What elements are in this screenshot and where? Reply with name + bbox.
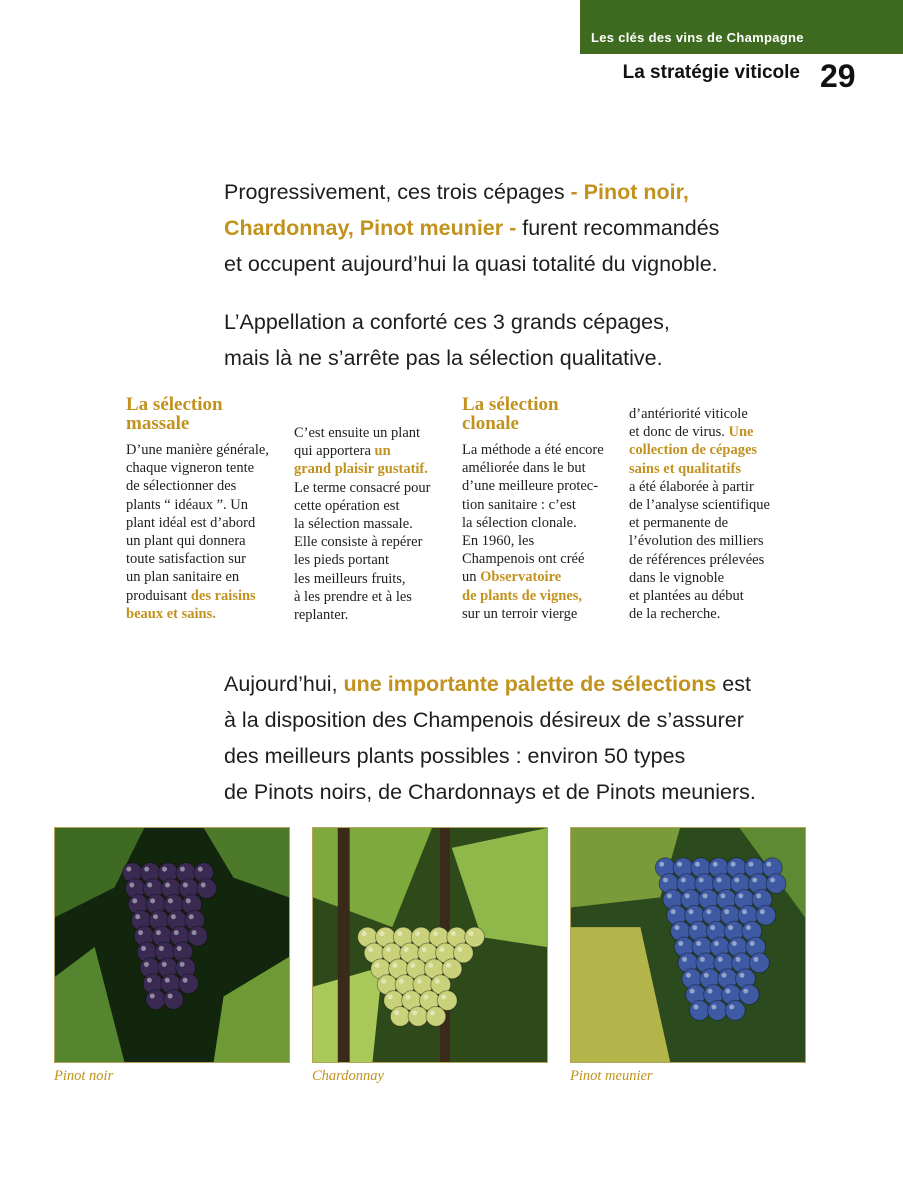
grape-highlight bbox=[692, 925, 697, 930]
grape-berry bbox=[179, 974, 199, 994]
grape-highlight bbox=[746, 925, 751, 930]
section-title: La stratégie viticole bbox=[622, 62, 800, 83]
grape-berry bbox=[749, 953, 769, 973]
grape-highlight bbox=[457, 947, 462, 952]
grape-highlight bbox=[153, 914, 158, 919]
grape-highlight bbox=[144, 867, 149, 872]
grape-berry bbox=[756, 905, 776, 925]
photo-caption: Pinot noir bbox=[54, 1068, 114, 1084]
grape-highlight bbox=[186, 898, 191, 903]
body-line: de la recherche. bbox=[629, 606, 721, 623]
header-band bbox=[580, 0, 903, 54]
grape-highlight bbox=[753, 957, 758, 962]
grape-highlight bbox=[435, 979, 440, 984]
grape-berry bbox=[725, 1001, 745, 1021]
grape-highlight bbox=[736, 957, 741, 962]
body-line: d’antériorité viticole bbox=[629, 406, 748, 422]
intro-highlight: Chardonnay, Pinot meunier - bbox=[224, 216, 517, 240]
grape-highlight bbox=[717, 878, 722, 883]
grape-highlight bbox=[379, 931, 384, 936]
body-line: un plan sanitaire en bbox=[126, 569, 240, 586]
grape-highlight bbox=[729, 1004, 734, 1009]
grape-highlight bbox=[451, 931, 456, 936]
grape-highlight bbox=[681, 878, 686, 883]
grape-highlight bbox=[752, 878, 757, 883]
grape-highlight bbox=[156, 930, 161, 935]
grape-highlight bbox=[675, 925, 680, 930]
body-line: plants “ idéaux ”. Un bbox=[126, 496, 249, 513]
body-line: sur un terroir vierge bbox=[462, 605, 578, 622]
grape-highlight bbox=[728, 925, 733, 930]
closing-text: est bbox=[716, 672, 751, 696]
intro-paragraph-2 bbox=[224, 304, 844, 376]
body-line: tion sanitaire : c’est bbox=[462, 496, 576, 513]
grape-highlight bbox=[138, 930, 143, 935]
grape-highlight bbox=[690, 989, 695, 994]
grape-highlight bbox=[469, 931, 474, 936]
clonale-heading: La sélection clonale bbox=[462, 394, 559, 434]
grape-highlight bbox=[682, 957, 687, 962]
body-line: D’une manière générale, bbox=[126, 442, 269, 458]
chardonnay-photo bbox=[312, 827, 548, 1063]
grape-highlight bbox=[750, 941, 755, 946]
grape-highlight bbox=[129, 883, 134, 888]
grape-highlight bbox=[734, 878, 739, 883]
grape-highlight bbox=[663, 878, 668, 883]
body-line: La méthode a été encore bbox=[462, 442, 604, 458]
grape-highlight bbox=[192, 930, 197, 935]
grape-highlight bbox=[428, 963, 433, 968]
grape-highlight bbox=[150, 994, 155, 999]
grape-highlight bbox=[404, 947, 409, 952]
grape-highlight bbox=[766, 862, 771, 867]
closing-text: des meilleurs plants possibles : environ 50 types bbox=[224, 744, 686, 768]
grape-highlight bbox=[150, 898, 155, 903]
grape-highlight bbox=[132, 898, 137, 903]
grape-highlight bbox=[708, 989, 713, 994]
grape-highlight bbox=[368, 947, 373, 952]
intro-text: furent recommandés bbox=[516, 216, 720, 240]
closing-highlight: une importante palette de sélections bbox=[343, 672, 717, 696]
grape-highlight bbox=[694, 1004, 699, 1009]
grape-highlight bbox=[386, 947, 391, 952]
highlight-text: de plants de vignes, bbox=[462, 587, 583, 604]
grape-highlight bbox=[168, 898, 173, 903]
grape-highlight bbox=[381, 979, 386, 984]
highlight-text: collection de cépages bbox=[629, 442, 758, 459]
intro-text: mais là ne s’arrête pas la sélection qualitative. bbox=[224, 346, 663, 370]
grape-highlight bbox=[174, 930, 179, 935]
grape-highlight bbox=[760, 909, 765, 914]
grape-highlight bbox=[770, 878, 775, 883]
grape-highlight bbox=[430, 1010, 435, 1015]
body-line: toute satisfaction sur bbox=[126, 551, 247, 568]
body-line: la sélection massale. bbox=[294, 516, 413, 533]
grape-highlight bbox=[677, 862, 682, 867]
grape-highlight bbox=[446, 963, 451, 968]
grape-berry bbox=[188, 926, 208, 946]
grape-berry bbox=[390, 1006, 410, 1026]
grape-highlight bbox=[696, 941, 701, 946]
highlight-text: des raisins bbox=[190, 587, 256, 604]
body-line: la sélection clonale. bbox=[462, 514, 577, 531]
grape-highlight bbox=[141, 946, 146, 951]
grape-highlight bbox=[724, 909, 729, 914]
body-line: les pieds portant bbox=[294, 552, 390, 569]
grape-highlight bbox=[713, 862, 718, 867]
grape-berry bbox=[146, 990, 166, 1010]
grape-highlight bbox=[704, 973, 709, 978]
grape-highlight bbox=[423, 995, 428, 1000]
grape-highlight bbox=[144, 962, 149, 967]
body-line: replanter. bbox=[294, 607, 349, 624]
grape-highlight bbox=[183, 978, 188, 983]
series-title: Les clés des vins de Champagne bbox=[591, 30, 804, 45]
massale-heading: La sélection massale bbox=[126, 394, 223, 434]
grape-highlight bbox=[441, 995, 446, 1000]
grape-highlight bbox=[399, 979, 404, 984]
closing-text: Aujourd’hui, bbox=[224, 672, 344, 696]
grape-highlight bbox=[135, 914, 140, 919]
grape-highlight bbox=[743, 989, 748, 994]
grape-highlight bbox=[714, 941, 719, 946]
body-line: C’est ensuite un plant bbox=[294, 425, 421, 441]
grape-highlight bbox=[725, 989, 730, 994]
grape-berry bbox=[197, 879, 217, 899]
body-line: un Observatoire bbox=[462, 569, 562, 586]
body-line: un plant qui donnera bbox=[126, 533, 246, 550]
grape-highlight bbox=[440, 947, 445, 952]
grape-highlight bbox=[685, 893, 690, 898]
grape-highlight bbox=[388, 995, 393, 1000]
grape-highlight bbox=[739, 973, 744, 978]
grape-highlight bbox=[183, 883, 188, 888]
grape-highlight bbox=[362, 931, 367, 936]
grape-highlight bbox=[162, 962, 167, 967]
massale-column-1 bbox=[126, 395, 288, 623]
grape-highlight bbox=[406, 995, 411, 1000]
body-line: l’évolution des milliers bbox=[629, 533, 764, 550]
body-line: dans le vignoble bbox=[629, 569, 725, 586]
grape-berry bbox=[766, 874, 786, 894]
grape-highlight bbox=[720, 893, 725, 898]
body-line: Elle consiste à repérer bbox=[294, 534, 423, 551]
body-line: de l’analyse scientifique bbox=[629, 497, 770, 514]
clonale-column-2 bbox=[629, 405, 791, 623]
grape-highlight bbox=[168, 994, 173, 999]
body-line: Le terme consacré pour bbox=[294, 479, 431, 496]
intro-text: et occupent aujourd’hui la quasi totalité du vignoble. bbox=[224, 252, 718, 276]
clonale-column-1 bbox=[462, 395, 624, 623]
grape-highlight bbox=[147, 978, 152, 983]
grape-highlight bbox=[732, 941, 737, 946]
body-line: qui apportera un bbox=[294, 443, 391, 460]
grape-highlight bbox=[394, 1010, 399, 1015]
grape-highlight bbox=[706, 909, 711, 914]
grape-highlight bbox=[433, 931, 438, 936]
grape-highlight bbox=[189, 914, 194, 919]
grape-berry bbox=[426, 1006, 446, 1026]
grape-highlight bbox=[703, 893, 708, 898]
grape-highlight bbox=[699, 878, 704, 883]
grape-highlight bbox=[722, 973, 727, 978]
highlight-text: un bbox=[374, 443, 391, 460]
highlight-text: Observatoire bbox=[480, 569, 562, 586]
grape-berry bbox=[690, 1001, 710, 1021]
body-line: a été élaborée à partir bbox=[629, 478, 754, 495]
body-line: chaque vigneron tente bbox=[126, 460, 255, 477]
grape-berry bbox=[408, 1006, 428, 1026]
intro-highlight: - Pinot noir, bbox=[570, 180, 689, 204]
grape-highlight bbox=[678, 941, 683, 946]
grape-highlight bbox=[177, 946, 182, 951]
grape-highlight bbox=[748, 862, 753, 867]
grape-highlight bbox=[397, 931, 402, 936]
body-line: à les prendre et à les bbox=[294, 588, 412, 605]
body-line: améliorée dans le but bbox=[462, 460, 586, 477]
page-number: 29 bbox=[820, 58, 856, 94]
photo-caption: Chardonnay bbox=[312, 1068, 384, 1084]
grape-highlight bbox=[162, 867, 167, 872]
grape-highlight bbox=[667, 893, 672, 898]
grape-highlight bbox=[659, 862, 664, 867]
clonale-body-continued bbox=[629, 478, 791, 624]
grape-highlight bbox=[738, 893, 743, 898]
closing-paragraph bbox=[224, 666, 844, 810]
grape-highlight bbox=[710, 925, 715, 930]
highlight-text: beaux et sains. bbox=[126, 605, 216, 622]
grape-highlight bbox=[375, 963, 380, 968]
body-line: d’une meilleure protec- bbox=[462, 478, 599, 495]
highlight-text: Une bbox=[728, 424, 754, 441]
grape-highlight bbox=[688, 909, 693, 914]
grape-highlight bbox=[422, 947, 427, 952]
body-line: et permanente de bbox=[629, 515, 729, 532]
body-line: de références prélevées bbox=[629, 551, 765, 568]
grape-highlight bbox=[126, 867, 131, 872]
intro-text: L’Appellation a conforté ces 3 grands cépages, bbox=[224, 310, 670, 334]
grape-highlight bbox=[686, 973, 691, 978]
massale-body-continued bbox=[294, 479, 456, 625]
closing-text: de Pinots noirs, de Chardonnays et de Pinots meuniers. bbox=[224, 780, 756, 804]
massale-body bbox=[126, 441, 288, 587]
body-line: les meilleurs fruits, bbox=[294, 570, 406, 587]
grape-highlight bbox=[180, 962, 185, 967]
grape-highlight bbox=[671, 909, 676, 914]
grape-highlight bbox=[198, 867, 203, 872]
body-line: de sélectionner des bbox=[126, 478, 237, 495]
grape-highlight bbox=[171, 914, 176, 919]
body-line: et plantées au début bbox=[629, 588, 744, 605]
intro-text: Progressivement, ces trois cépages bbox=[224, 180, 571, 204]
grape-berry bbox=[739, 985, 759, 1005]
pinot-meunier-photo bbox=[570, 827, 806, 1063]
grape-highlight bbox=[711, 1004, 716, 1009]
grape-berry bbox=[164, 990, 184, 1010]
photo-caption: Pinot meunier bbox=[570, 1068, 653, 1084]
grape-highlight bbox=[415, 931, 420, 936]
intro-paragraph-1 bbox=[224, 174, 844, 282]
body-line: En 1960, les bbox=[462, 533, 535, 550]
grape-highlight bbox=[695, 862, 700, 867]
grape-highlight bbox=[147, 883, 152, 888]
grape-highlight bbox=[700, 957, 705, 962]
body-line: produisant des raisins bbox=[126, 587, 256, 604]
closing-text: à la disposition des Champenois désireux de s’assurer bbox=[224, 708, 744, 732]
grape-highlight bbox=[756, 893, 761, 898]
grape-highlight bbox=[742, 909, 747, 914]
grape-berry bbox=[707, 1001, 727, 1021]
grape-highlight bbox=[165, 883, 170, 888]
grape-highlight bbox=[412, 1010, 417, 1015]
body-line: Champenois ont créé bbox=[462, 551, 585, 568]
pinot-noir-photo bbox=[54, 827, 290, 1063]
body-line: plant idéal est d’abord bbox=[126, 514, 256, 531]
grape-highlight bbox=[731, 862, 736, 867]
grape-highlight bbox=[410, 963, 415, 968]
highlight-text: sains et qualitatifs bbox=[629, 460, 741, 477]
body-line: et donc de virus. Une bbox=[629, 424, 754, 441]
grape-highlight bbox=[159, 946, 164, 951]
grape-highlight bbox=[165, 978, 170, 983]
grape-highlight bbox=[417, 979, 422, 984]
clonale-body bbox=[462, 441, 624, 568]
grape-highlight bbox=[180, 867, 185, 872]
grape-highlight bbox=[718, 957, 723, 962]
massale-column-2 bbox=[294, 424, 456, 624]
grape-highlight bbox=[201, 883, 206, 888]
body-line: cette opération est bbox=[294, 497, 400, 514]
highlight-text: grand plaisir gustatif. bbox=[294, 461, 428, 478]
grape-highlight bbox=[393, 963, 398, 968]
